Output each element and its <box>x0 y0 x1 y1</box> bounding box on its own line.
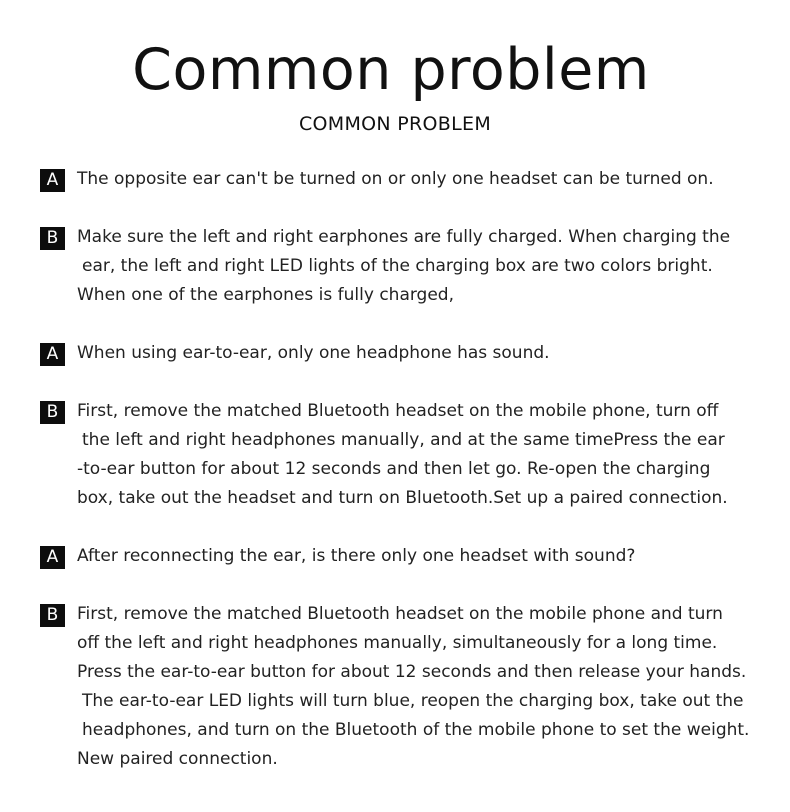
text-line: ear, the left and right LED lights of the charging box are two colors bright. <box>82 256 713 276</box>
text-line: First, remove the matched Bluetooth headset on the mobile phone, turn off <box>77 401 719 421</box>
question-text <box>77 542 777 571</box>
text-line: First, remove the matched Bluetooth headset on the mobile phone and turn <box>77 604 723 624</box>
text-line: -to-ear button for about 12 seconds and then let go. Re-open the charging <box>77 459 711 479</box>
text-line: off the left and right headphones manually, simultaneously for a long time. <box>77 633 718 653</box>
text-line: the left and right headphones manually, and at the same timePress the ear <box>82 430 725 450</box>
question-badge: A <box>40 169 65 192</box>
answer-badge: B <box>40 227 65 250</box>
answer-text <box>77 223 777 310</box>
answer-badge: B <box>40 604 65 627</box>
question-badge: A <box>40 546 65 569</box>
text-line: When using ear-to-ear, only one headphone has sound. <box>77 343 550 363</box>
answer-text <box>77 600 777 774</box>
answer-text <box>77 397 777 513</box>
text-line: The opposite ear can't be turned on or only one headset can be turned on. <box>77 169 714 189</box>
question-text <box>77 165 777 194</box>
text-line: box, take out the headset and turn on Bluetooth.Set up a paired connection. <box>77 488 728 508</box>
question-text <box>77 339 777 368</box>
page-title: Common problem <box>132 37 650 103</box>
page-subtitle: COMMON PROBLEM <box>298 113 492 135</box>
text-line: Make sure the left and right earphones are fully charged. When charging the <box>77 227 731 247</box>
text-line: Press the ear-to-ear button for about 12 seconds and then release your hands. <box>77 662 747 682</box>
question-badge: A <box>40 343 65 366</box>
text-line: When one of the earphones is fully charged, <box>77 285 455 305</box>
text-line: The ear-to-ear LED lights will turn blue, reopen the charging box, take out the <box>82 691 744 711</box>
text-line: After reconnecting the ear, is there only one headset with sound? <box>77 546 636 566</box>
text-line: headphones, and turn on the Bluetooth of the mobile phone to set the weight. <box>82 720 750 740</box>
answer-badge: B <box>40 401 65 424</box>
text-line: New paired connection. <box>77 749 278 769</box>
